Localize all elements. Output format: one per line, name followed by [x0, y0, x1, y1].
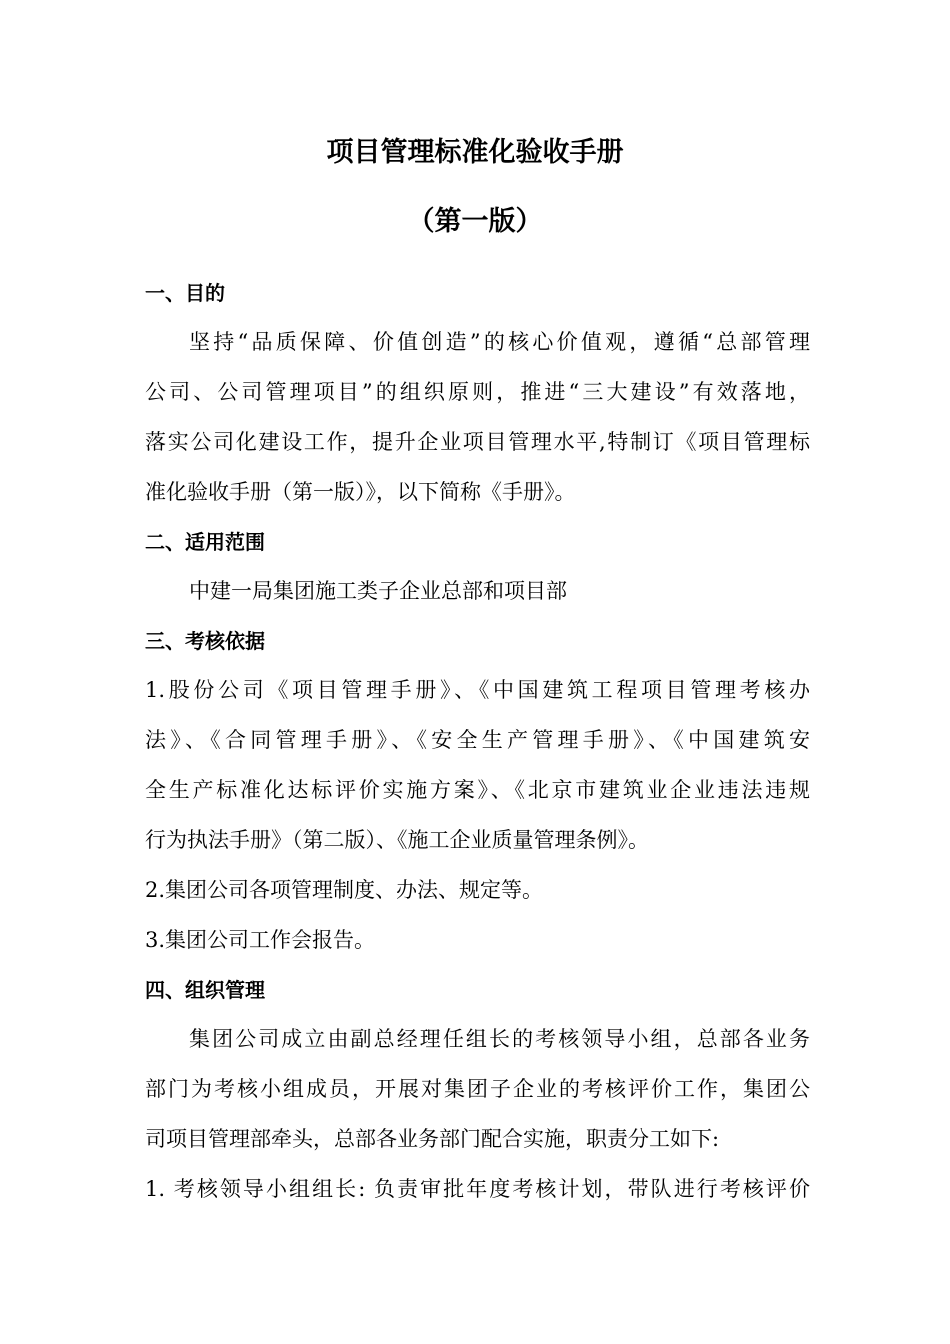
body-line: 1. 考核领导小组组长: 负责审批年度考核计划，带队进行考核评价 — [145, 1177, 810, 1201]
body-line: 全生产标准化达标评价实施方案》、《北京市建筑业企业违法违规 — [145, 778, 810, 802]
body-line: 3.集团公司工作会报告。 — [145, 928, 376, 952]
section-heading-purpose: 一、目的 — [145, 281, 225, 305]
body-line: 行为执法手册》（第二版）、《施工企业质量管理条例》。 — [145, 828, 649, 852]
body-line: 部门为考核小组成员，开展对集团子企业的考核评价工作，集团公 — [145, 1077, 810, 1101]
body-line: 1.股份公司《项目管理手册》、《中国建筑工程项目管理考核办 — [145, 678, 810, 702]
section-heading-organization: 四、组织管理 — [145, 978, 265, 1002]
body-line: 集团公司成立由副总经理任组长的考核领导小组，总部各业务 — [189, 1027, 810, 1051]
body-line: 公司、公司管理项目”的组织原则，推进“三大建设”有效落地， — [145, 380, 810, 404]
body-line: 法》、《合同管理手册》、《安全生产管理手册》、《中国建筑安 — [145, 728, 810, 752]
document-subtitle: （第一版） — [407, 206, 543, 237]
body-line: 2.集团公司各项管理制度、办法、规定等。 — [145, 878, 544, 902]
body-line: 坚持“品质保障、价值创造”的核心价值观，遵循“总部管理 — [189, 330, 810, 354]
section-heading-basis: 三、考核依据 — [145, 629, 265, 653]
body-line: 落实公司化建设工作，提升企业项目管理水平,特制订《项目管理标 — [145, 430, 810, 454]
body-line: 司项目管理部牵头，总部各业务部门配合实施，职责分工如下: — [145, 1127, 720, 1151]
body-line: 准化验收手册（第一版）》，以下简称《手册》。 — [145, 480, 576, 504]
document-title: 项目管理标准化验收手册 — [326, 137, 624, 168]
section-heading-scope: 二、适用范围 — [145, 530, 265, 554]
body-line: 中建一局集团施工类子企业总部和项目部 — [189, 579, 567, 603]
